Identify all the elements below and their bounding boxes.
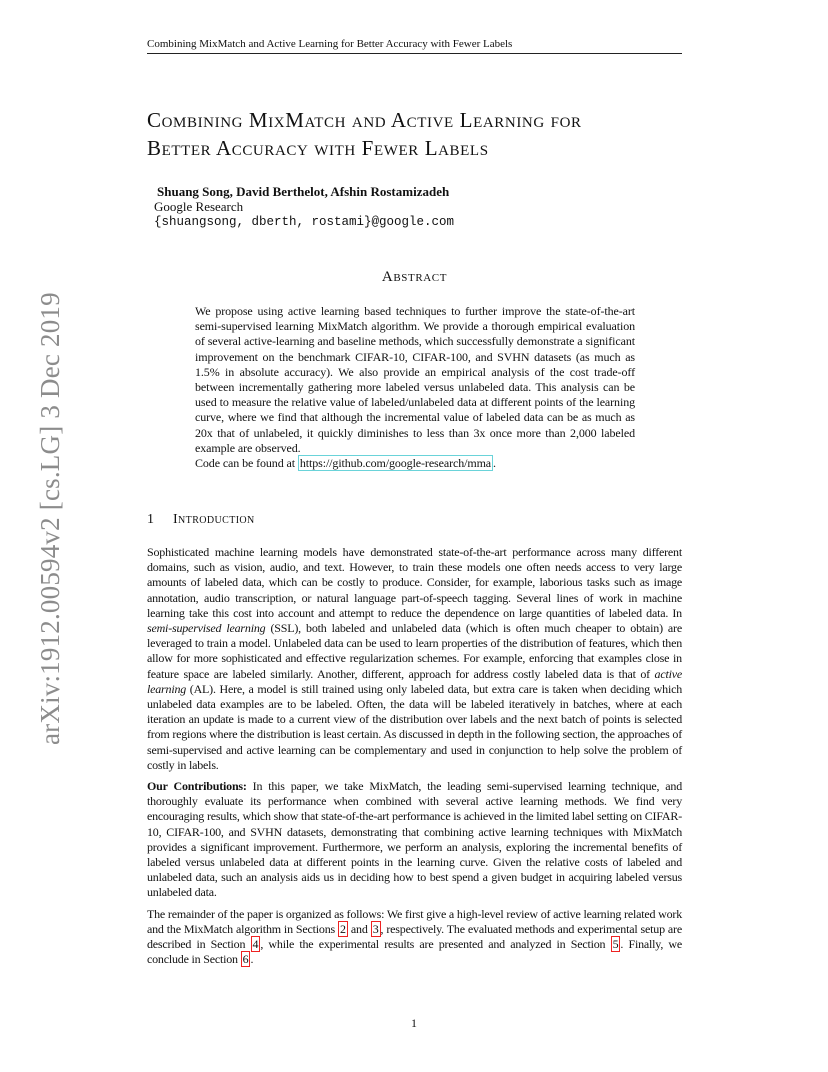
text-run: The remainder of the paper is organized as follows: We first give a high-level review of active learning related work and the MixMatch algorithm in Sections xyxy=(147,906,682,936)
section-ref-link[interactable]: 6 xyxy=(242,952,249,967)
affiliation: Google Research xyxy=(154,199,244,214)
paragraph-lead: Our Contributions: xyxy=(147,779,247,794)
text-run: (AL). Here, a model is still trained using only labeled data, but extra care is taken when deciding which unlabeled data examples are to be labeled. Often, the data will be labeled iteratively in batches, where at each iteration an update is made to a current view of the distribution over labels and the next batch of points is selected from regions where the distribution is least certain. As discussed in depth in the following section, the approaches of semi-supervised and active learning can be complementary and used in conjunction to help solve the problem of costly in labels. xyxy=(147,681,682,772)
abstract-text: We propose using active learning based techniques to further improve the state-of-the-art semi-supervised learning MixMatch algorithm. We provide a thorough empirical evaluation of several active-learning and baseline methods, which successfully demonstrate a significant improvement on the benchmark CIFAR-10, CIFAR-100, and SVHN datasets (as much as 1.5% in absolute accuracy). We also provide an empirical analysis of the cost trade-off between incrementally gathering more labeled versus unlabeled data. This analysis can be used to measure the relative value of labeled/unlabeled data at different points of the learning curve, where we find that although the incremental value of labeled data can be as much as 20x that of unlabeled, it quickly diminishes to less than 3x once more than 2,000 labeled example are observed. xyxy=(195,304,635,455)
emphasis-term: active learning xyxy=(147,666,682,696)
page-number: 1 xyxy=(411,1016,417,1030)
section-number: 1 xyxy=(147,512,155,527)
text-run: , while the experimental results are presented and analyzed in Section xyxy=(260,937,611,952)
title-line: Combining MixMatch and Active Learning for xyxy=(147,108,582,132)
abstract-heading: Abstract xyxy=(381,269,448,285)
text-run: , respectively. The evaluated methods and experimental setup are described in Section xyxy=(147,921,682,952)
running-head: Combining MixMatch and Active Learning for Better Accuracy with Fewer Labels xyxy=(147,38,682,54)
abstract xyxy=(195,304,635,471)
section-ref-link[interactable]: 3 xyxy=(372,921,379,936)
text-run: In this paper, we take MixMatch, the leading semi-supervised learning technique, and thoroughly evaluate its performance when combined with several active learning methods. We find very encouraging results, which show that state-of-the-art performance is achieved in the limited label setting on CIFAR-10, CIFAR-100, and SVHN datasets, demonstrating that combining active learning techniques with MixMatch provides a significant improvement. Furthermore, we perform an analysis, exploring the incremental benefits of labeled versus unlabeled data at different points in the learning curve. Given the relative costs of labeled and unlabeled data, such an analysis aids us in deciding how to best spend a given budget in acquiring labeled versus unlabeled data. xyxy=(147,779,682,900)
paragraph-contributions xyxy=(147,779,682,901)
section-title: Introduction xyxy=(173,512,255,527)
code-line-suffix: . xyxy=(493,456,496,471)
code-line-prefix: Code can be found at xyxy=(195,456,298,471)
code-availability xyxy=(195,456,635,471)
authors: Shuang Song, David Berthelot, Afshin Rostamizadeh xyxy=(157,184,450,199)
section-ref-link[interactable]: 5 xyxy=(612,937,619,952)
text-run: . xyxy=(250,952,254,967)
introduction-body xyxy=(147,545,682,973)
arxiv-identifier: arXiv:1912.00594v2 [cs.LG] 3 Dec 2019 xyxy=(35,292,65,745)
title-line: Better Accuracy with Fewer Labels xyxy=(147,136,489,160)
emphasis-term: semi-supervised learning xyxy=(147,621,266,636)
section-heading-introduction xyxy=(147,511,255,529)
text-run: Sophisticated machine learning models have demonstrated state-of-the-art performance across many different domains, such as vision, audio, and text. However, to train these models one often needs access to very large amounts of labeled data, which can be costly to produce. Consider, for example, laborious tasks such as image annotation, audio transcription, or natural language part-of-speech tagging. Several lines of work in machine learning take this cost into account and attempt to reduce the dependence on large quantities of labeled data. In xyxy=(147,545,682,620)
text-run: . Finally, we conclude in Section xyxy=(147,937,682,967)
text-run: (SSL), both labeled and unlabeled data (which is often much cheaper to obtain) are leveraged to train a model. Unlabeled data can be used to learn properties of the distribution of features, which then allow for more sophisticated and effective regularization schemes. For example, enforcing that examples close in feature space are labeled similarly. Another, different, approach for address costly labeled data is that of xyxy=(147,621,682,681)
section-ref-link[interactable]: 2 xyxy=(340,921,346,936)
text-run: and xyxy=(347,921,371,936)
paragraph-organization xyxy=(147,907,682,968)
code-link[interactable]: https://github.com/google-research/mma xyxy=(299,456,492,471)
paper-title xyxy=(147,106,707,162)
paragraph xyxy=(147,545,682,773)
section-ref-link[interactable]: 4 xyxy=(252,937,259,952)
author-emails: {shuangsong, dberth, rostami}@google.com xyxy=(154,215,455,229)
